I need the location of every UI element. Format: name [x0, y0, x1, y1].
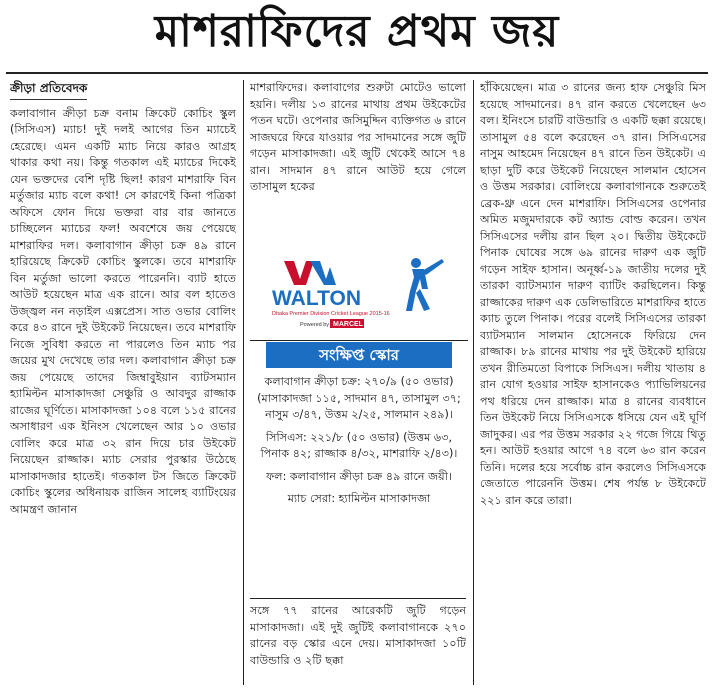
- article-column-1: [10, 80, 236, 685]
- sponsor-text: MARCEL: [333, 321, 363, 328]
- score-summary-body: [250, 368, 468, 508]
- score-man-of-the-match: ম্যাচ সেরা: হ্যামিল্টন মাসাকাদজা: [287, 492, 431, 505]
- score-summary-box: [250, 340, 468, 597]
- cricketer-icon: [406, 258, 444, 311]
- w-emblem-icon: [284, 261, 314, 285]
- column-divider-2: [473, 80, 474, 685]
- headline-rule: [6, 72, 708, 74]
- column-divider-1: [243, 80, 244, 685]
- walton-logo: [266, 255, 452, 330]
- column-1-text: কলাবাগান ক্রীড়া চক্র বনাম ক্রিকেট কোচিং স্কুল (সিসিএস) ম্যাচ! দুই দলই আগের তিন ম্যাচেই হেরেছে। এমন একটি ম্যাচ নিয়ে কারও আগ্রহ থাকার কথা নয়। কিন্তু গতকাল এই ম্যাচের দিকেই যেন ভক্তদের বেশি দৃষ্টি ছিল! কারণ মাশরাফি বিন মর্তুজার ম্যাচ বলে কথা! সে কারণেই কিনা পত্রিকা অফিসে ফোন দিয়ে ভক্তরা বার বার জানতে চাচ্ছিলেন ম্যাচের ফল! অবশেষে জয় পেয়েছে মাশরাফির দল। কলাবাগান ক্রীড়া চক্র ৪৯ রানে হারিয়েছে ক্রিকেট কোচিং স্কুলকে। তবে মাশরাফি বিন মর্তুজা ভালো করতে পারেননি। ব্যাট হাতে আউট হয়েছেন মাত্র এক রানে। আর বল হাতেও উজ্জ্বল নন নড়াইল এক্সপ্রেস। সাত ওভার বোলিং করে ৪৩ রানে দুই উইকেট নিয়েছেন। তবে মাশরাফি নিজে সুবিধা করতে না পারলেও তিন ম্যাচ পর জয়ের মুখ দেখেছে তার দল। কলাবাগান ক্রীড়া চক্র জয় পেয়েছে তাদের জিম্বাবুইয়ান ব্যাটসম্যান হ্যামিল্টন মাসাকাদজা সেঞ্চুরি ও আবদুর রাজ্জাক রাজের ঘূর্ণিতে। মাসাকাদজা ১০৪ বলে ১১৫ রানের অসাধারণ এক ইনিংস খেলেছেন আর ১০ ওভার বোলিং করে মাত্র ৩২ রান দিয়ে চার উইকেট নিয়েছেন রাজ্জাক। ম্যাচ সেরার পুরস্কার উঠেছে মাসাকাদজার হাতেই। গতকাল টস জিতে ক্রিকেট কোচিং স্কুলের অধিনায়ক রাজিন সালেহ ব্যাটিংয়ের আমন্ত্রণ জানান: [10, 106, 236, 516]
- walton-logo-graphic: [266, 255, 452, 330]
- column-2-top-text: মাশরাফিদের। কলাবাগের শুরুটা মোটেও ভালো হয়নি। দলীয় ১৩ রানের মাথায় প্রথম উইকেটের পতন ঘটে। ওপেনার জসিমুদ্দিন ব্যক্তিগত ৬ রানে সাজঘরে ফিরে যাওয়ার পর সাদমানের সঙ্গে জুটি গড়েন মাসাকাদজা। এই জুটি থেকেই আসে ৭৪ রান। সাদমান ৪৭ রানে আউট হয়ে গেলে তাসামুল হকের: [250, 81, 466, 193]
- score-team-1: কলাবাগান ক্রীড়া চক্র: ২৭০/৯ (৫০ ওভার) (মাসাকাদজা ১১৫, সাদমান ৪৭, তাসামুল ৩৭; নাসুম ৩/৪৭, উত্তম ২/২৫, সালমান ২৪৯)।: [257, 375, 461, 421]
- article-column-2-bottom: [250, 603, 466, 688]
- column-3-text: হাঁকিয়েছেন। মাত্র ৩ রানের জন্য হাফ সেঞ্চুরি মিস হয়েছে সাদমানের। ৪৭ রান করতে খেলেছেন ৬৩ বল। ইনিংসে চারটি বাউন্ডারি ও একটি ছক্কা রয়েছে। তাসামুল ৫৪ বলে করেছেন ৩৭ রান। সিসিএসের নাসুম আহমেদ নিয়েছেন ৪৭ রানে তিন উইকেট। এ ছাড়া দুটি করে উইকেট নিয়েছেন সালমান হোসেন ও উত্তম সরকার। বোলিংয়ে কলাবাগানকে শুরুতেই ব্রেক-থ্রু এনে দেন মাশরাফি। সিসিএসের ওপেনার অমিত মজুমদারকে কট অ্যান্ড বোল্ড করেন। তখন সিসিএসের দলীয় রান ছিল ২০। দ্বিতীয় উইকেটে পিনাক ঘোষের সঙ্গে ৬৯ রানের দারুণ এক জুটি গড়েন সাইফ হাসান। অনূর্ধ্ব-১৯ জাতীয় দলের দুই তারকা ব্যাটসম্যান দারুণ ব্যাটিং করছিলেন। কিন্তু রাজ্জাকের দারুণ এক ডেলিভারিতে মাশরাফির হাতে ক্যাচ তুলে পিনাক। পরের বলেই সিসিএসের তারকা ব্যাটসম্যান সালমান হোসেনকে ফিরিয়ে দেন রাজ্জাক। ৮৯ রানের মাথায় পর দুই উইকেট হারিয়ে তখন রীতিমতো বিপাকে সিসিএস। দলীয় খাতায় ৪ রান যোগ হওয়ার সাইফ হাসানকেও প্যাভিলিয়নের পথ ধরিয়ে দেন রাজ্জাক। মাত্র ৪ রানের ব্যবধানে তিন উইকেট নিয়ে সিসিএসকে ধসিয়ে যেন এই ঘূর্ণি জাদুকর। এর পর উত্তম সরকার ২২ গজে গিয়ে থিতু হন। আউট হওয়ার আগে ৭৪ বলে ৬৩ রান করেন তিনি। দলের হয়ে সর্বোচ্চ রান করলেও সিসিএসকে জেতাতে পারেননি উত্তম। শেষ পর্যন্ত ৮ উইকেটে ২২১ রান করে তারা।: [480, 81, 706, 507]
- byline: ক্রীড়া প্রতিবেদক: [10, 80, 87, 100]
- article-column-2-top: [250, 80, 466, 220]
- w-emblem-icon-part: [310, 261, 336, 285]
- brand-text: WALTON: [272, 287, 362, 310]
- article-column-3: [480, 80, 706, 685]
- headline: মাশরাফিদের প্রথম জয়: [154, 6, 560, 57]
- score-result: ফল: কলাবাগান ক্রীড়া চক্র ৪৯ রানে জয়ী।: [266, 469, 452, 483]
- powered-by-text: Powered by: [300, 322, 330, 328]
- tagline-text: Dhaka Premier Division Cricket League 2015-16: [272, 311, 390, 317]
- score-team-2: সিসিএস: ২২১/৮ (৫০ ওভার) (উত্তম ৬৩, পিনাক ৪২; রাজ্জাক ৪/৩২, মাশরাফি ২/৪৩)।: [260, 430, 458, 460]
- column-2-bottom-text: সঙ্গে ৭৭ রানের আরেকটি জুটি গড়েন মাসাকাদজা। এই দুই জুটিই কলাবাগানকে ২৭০ রানের বড় স্কোর এনে দেয়। মাসাকাদজা ১০টি বাউন্ডারি ও ২টি ছক্কা: [250, 604, 466, 667]
- score-box-bottom-rule: [250, 598, 466, 599]
- score-summary-title: সংক্ষিপ্ত স্কোর: [266, 342, 452, 368]
